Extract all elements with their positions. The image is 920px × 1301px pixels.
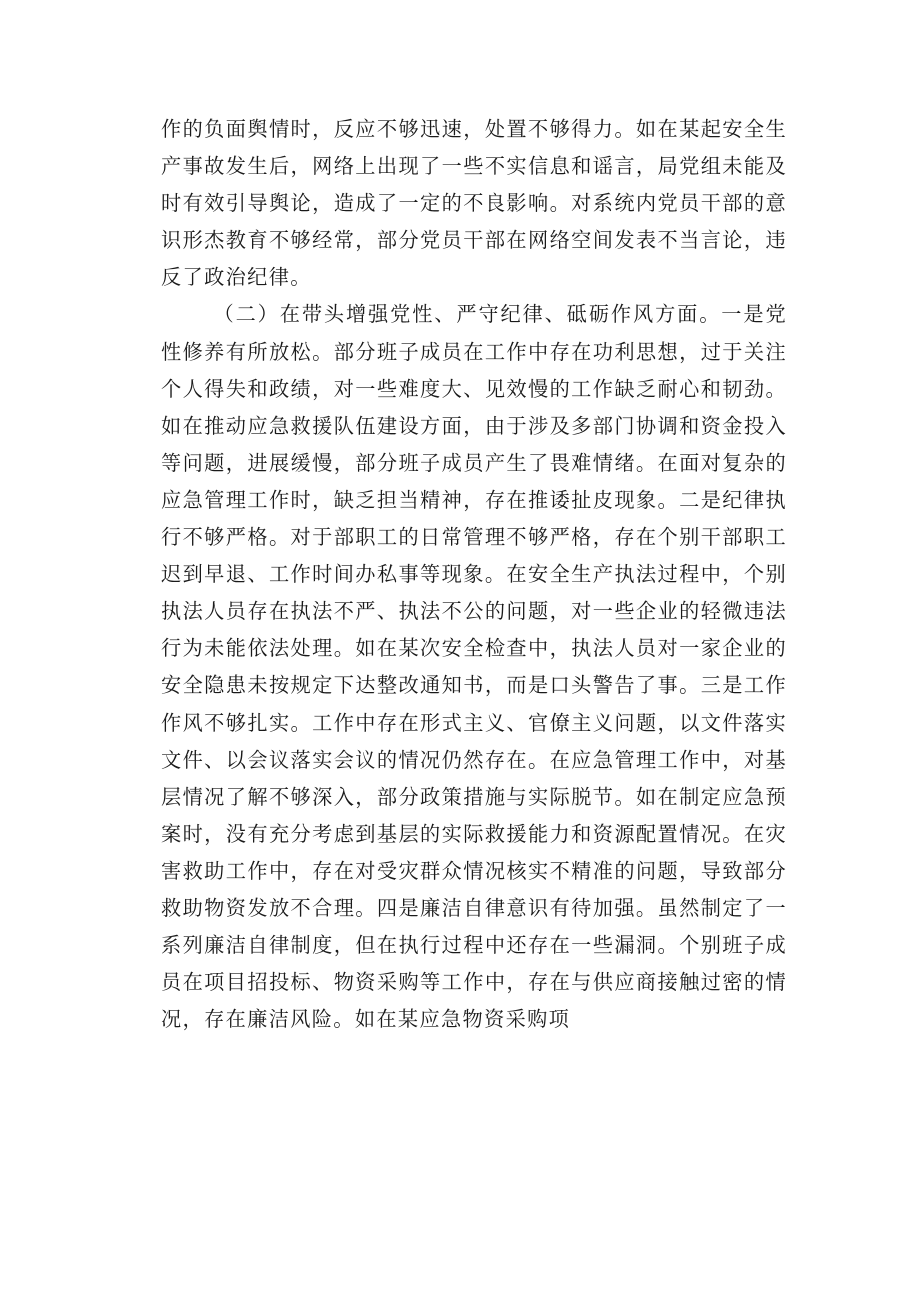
paragraph-section-two: （二）在带头增强党性、严守纪律、砥砺作风方面。一是党性修养有所放松。部分班子成员在工作中存在功利思想，过于关注个人得失和政绩，对一些难度大、见效慢的工作缺乏耐心和韧劲。如在推动应急救援队伍建设方面，由于涉及多部门协调和资金投入等问题，进展缓慢，部分班子成员产生了畏难情绪。在面对复杂的应急管理工作时，缺乏担当精神，存在推诿扯皮现象。二是纪律执行不够严格。对于部职工的日常管理不够严格，存在个别干部职工迟到早退、工作时间办私事等现象。在安全生产执法过程中，个别执法人员存在执法不严、执法不公的问题，对一些企业的轻微违法行为未能依法处理。如在某次安全检查中，执法人员对一家企业的安全隐患未按规定下达整改通知书，而是口头警告了事。三是工作作风不够扎实。工作中存在形式主义、官僚主义问题，以文件落实文件、以会议落实会议的情况仍然存在。在应急管理工作中，对基层情况了解不够深入，部分政策措施与实际脱节。如在制定应急预案时，没有充分考虑到基层的实际救援能力和资源配置情况。在灾害救助工作中，存在对受灾群众情况核实不精准的问题，导致部分救助物资发放不合理。四是廉洁自律意识有待加强。虽然制定了一系列廉洁自律制度，但在执行过程中还存在一些漏洞。个别班子成员在项目招投标、物资采购等工作中，存在与供应商接触过密的情况，存在廉洁风险。如在某应急物资采购项: [161, 302, 787, 1032]
paragraph-continued: 作的负面舆情时，反应不够迅速，处置不够得力。如在某起安全生产事故发生后，网络上出现了一些不实信息和谣言，局党组未能及时有效引导舆论，造成了一定的不良影响。对系统内党员干部的意识形杰教育不够经常，部分党员干部在网络空间发表不当言论，违反了政治纪律。: [161, 117, 787, 290]
document-body: [161, 111, 787, 1038]
